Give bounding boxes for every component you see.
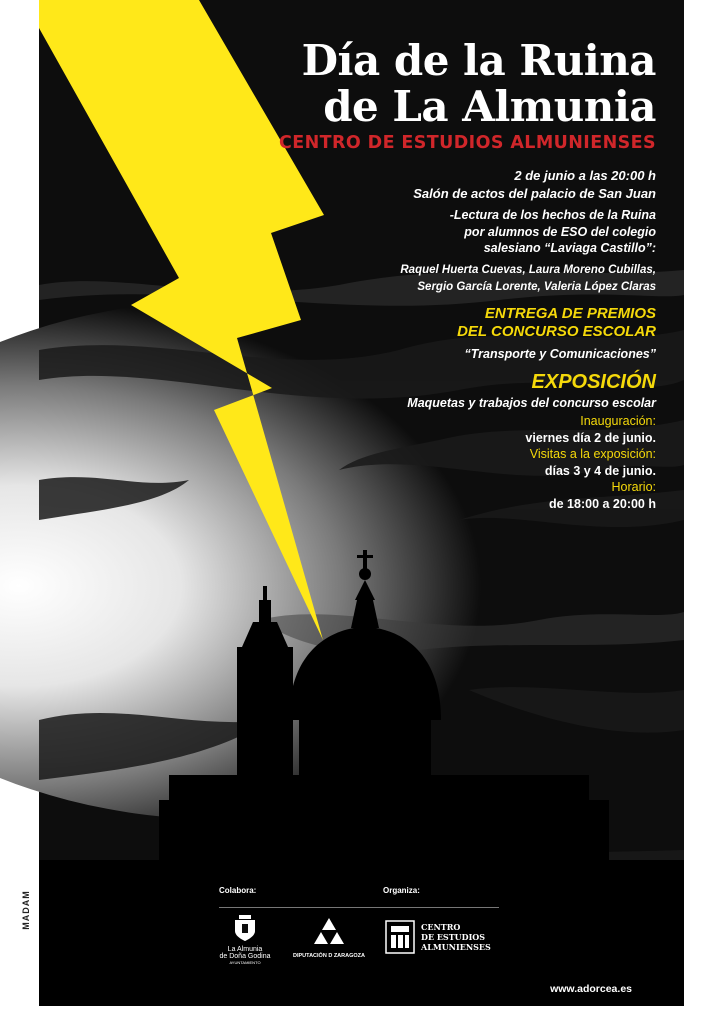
logo2-text: DIPUTACIÓN D ZARAGOZA (292, 953, 365, 959)
reading-line-3: salesiano “Laviaga Castillo”: (483, 241, 656, 255)
awards-heading (457, 305, 656, 341)
logo3-line-3: ALMUNIENSES (421, 942, 491, 952)
visits-label: Visitas a la exposición: (529, 447, 656, 461)
reading-info (450, 207, 656, 257)
footer-divider (219, 907, 499, 908)
hours-value: de 18:00 a 20:00 h (548, 496, 656, 511)
names-line-2: Sergio García Lorente, Valeria López Claras (417, 281, 656, 293)
building-icon (385, 920, 415, 954)
title-line-2: de La Almunia (323, 82, 656, 131)
reader-names (400, 262, 656, 296)
poster (39, 0, 703, 1006)
event-venue: Salón de actos del palacio de San Juan (413, 186, 656, 201)
reading-line-2: por alumnos de ESO del colegio (464, 224, 656, 239)
exhibition-subtitle: Maquetas y trabajos del concurso escolar (407, 396, 656, 410)
title-line-1: Día de la Ruina (301, 36, 656, 85)
year-label: 2023 (686, 942, 703, 974)
coat-of-arms-icon (233, 915, 257, 941)
hours-label: Horario: (611, 480, 656, 494)
side-brand-logo: MADAM (20, 890, 31, 930)
logo1-line-2: de Doña Godina (219, 953, 271, 960)
reading-line-1: -Lectura de los hechos de la Ruina (449, 208, 656, 222)
event-date-time: 2 de junio a las 20:00 h (514, 168, 656, 183)
organizes-label: Organiza: (383, 886, 420, 895)
website-url[interactable]: www.adorcea.es (550, 983, 632, 995)
visits-value: días 3 y 4 de junio. (544, 463, 656, 478)
logo1-line-3: AYUNTAMIENTO (229, 960, 261, 965)
logo1-line-1: La Almunia (227, 946, 263, 953)
inauguration-label: Inauguración: (580, 414, 656, 428)
organizer-heading: CENTRO DE ESTUDIOS ALMUNIENSES (279, 133, 656, 153)
awards-theme: “Transporte y Comunicaciones” (464, 347, 656, 361)
event-info (413, 167, 656, 203)
exhibition-heading: EXPOSICIÓN (531, 371, 656, 393)
exhibition-schedule (525, 413, 656, 512)
diputacion-logo (289, 918, 369, 959)
logo3-line-1: CENTRO (421, 922, 461, 932)
awards-line-2: DEL CONCURSO ESCOLAR (457, 323, 656, 340)
names-line-1: Raquel Huerta Cuevas, Laura Moreno Cubillas, (400, 264, 656, 276)
centro-estudios-logo (385, 920, 505, 960)
poster-title (302, 38, 656, 130)
awards-line-1: ENTREGA DE PREMIOS (484, 305, 656, 322)
la-almunia-logo (215, 915, 275, 965)
triangle-logo-icon (312, 918, 346, 948)
collaborates-label: Colabora: (219, 886, 257, 895)
inauguration-value: viernes día 2 de junio. (525, 430, 656, 445)
logo3-line-2: DE ESTUDIOS (421, 932, 486, 942)
